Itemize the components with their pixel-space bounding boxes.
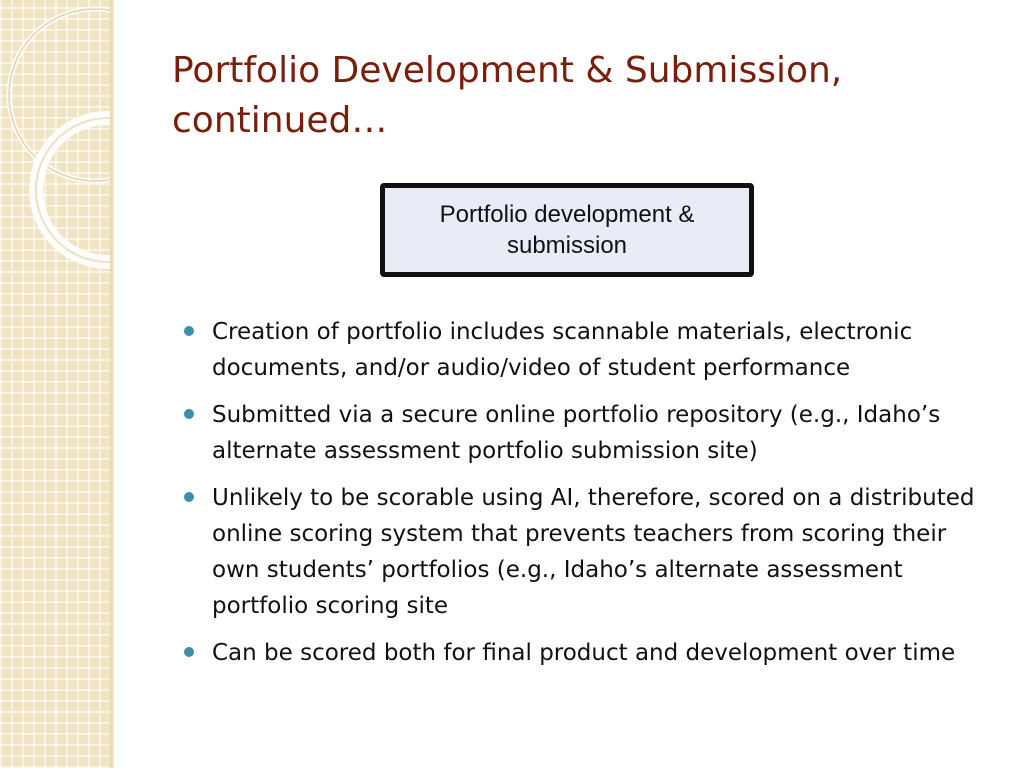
bullet-list — [182, 314, 992, 682]
bullet-point-icon — [184, 492, 194, 502]
process-box — [380, 183, 754, 277]
bullet-text: Submitted via a secure online portfolio repository (e.g., Idaho’s alternate assessment portfolio submission site) — [212, 402, 941, 464]
process-box-label: Portfolio development & submission — [439, 201, 695, 259]
bullet-text: Unlikely to be scorable using AI, therefore, scored on a distributed online scoring system that prevents teachers from scoring their own students’ portfolios (e.g., Idaho’s alternate assessment portfolio scoring site — [212, 485, 975, 619]
bullet-point-icon — [184, 326, 194, 336]
list-item — [182, 635, 992, 671]
bullet-text: Creation of portfolio includes scannable materials, electronic documents, and/or audio/video of student performance — [212, 319, 913, 381]
slide-title: Portfolio Development & Submission, continued… — [172, 50, 843, 141]
list-item — [182, 397, 992, 469]
bullet-point-icon — [184, 409, 194, 419]
list-item — [182, 314, 992, 386]
decorative-side-band — [0, 0, 114, 768]
decorative-circles — [0, 0, 114, 768]
bullet-point-icon — [184, 647, 194, 657]
bullet-text: Can be scored both for final product and development over time — [212, 640, 956, 666]
side-band-edge — [110, 0, 114, 768]
list-item — [182, 480, 992, 624]
